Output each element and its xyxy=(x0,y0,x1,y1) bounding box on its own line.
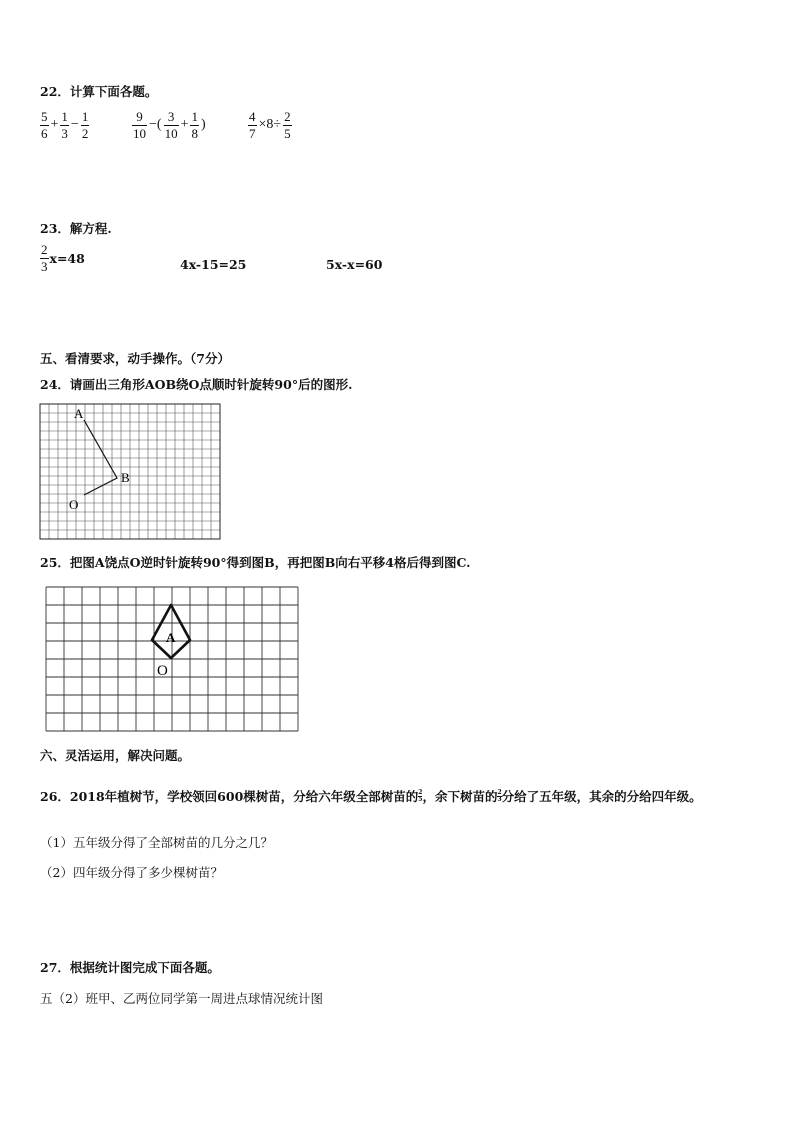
label-o: O xyxy=(69,497,79,512)
q26-subquestion-2: （2）四年级分得了多少棵树苗？ xyxy=(40,865,223,880)
q26-text xyxy=(40,787,702,805)
q24-title: 24．请画出三角形AOB绕O点顺时针旋转90°后的图形. xyxy=(40,377,353,392)
q27-title: 27．根据统计图完成下面各题。 xyxy=(40,960,220,975)
q27-chart-title: 五（2）班甲、乙两位同学第一周进点球情况统计图 xyxy=(40,991,323,1006)
label-a: A xyxy=(166,630,176,645)
operator: ×8÷ xyxy=(258,117,282,133)
fraction: $\frac{2}{3}$ xyxy=(497,788,502,803)
operator: ) xyxy=(200,117,206,133)
operator: + xyxy=(50,117,59,133)
label-b: B xyxy=(121,470,130,485)
q26-text-part: 26．2018年植树节，学校领回600棵树苗，分给六年级全部树苗的 xyxy=(40,789,419,804)
q26-subquestion-1: （1）五年级分得了全部树苗的几分之几？ xyxy=(40,835,273,850)
fraction: $\frac{3}{10}$ xyxy=(164,109,178,141)
fraction: $\frac{2}{5}$ xyxy=(418,788,423,803)
q22-expression-3 xyxy=(248,110,292,140)
fraction: $\frac{4}{7}$ xyxy=(249,109,256,141)
q23-equation-2: 4x-15=25 xyxy=(180,257,247,272)
operator: −( xyxy=(149,117,162,133)
q24-grid xyxy=(40,404,220,539)
fraction: $\frac{1}{8}$ xyxy=(191,109,198,141)
label-a: A xyxy=(74,406,84,421)
q23-equation-1 xyxy=(40,243,85,273)
equation-text: x=48 xyxy=(49,250,85,266)
fraction: $\frac{2}{5}$ xyxy=(284,109,291,141)
q23-equation-3: 5x-x=60 xyxy=(326,257,383,272)
q24-grid-figure xyxy=(38,403,222,541)
q22-expression-1 xyxy=(40,110,89,140)
q26-text-part: 分给了五年级，其余的分给四年级。 xyxy=(501,789,702,804)
q26-text-part: ，余下树苗的 xyxy=(422,789,498,804)
q23-title: 23．解方程. xyxy=(40,221,112,236)
fraction: $\frac{1}{3}$ xyxy=(61,109,68,141)
q22-expression-2 xyxy=(132,110,208,140)
fraction: $\frac{5}{6}$ xyxy=(41,109,48,141)
operator: − xyxy=(70,117,79,133)
q22-title: 22．计算下面各题。 xyxy=(40,84,158,99)
fraction: $\frac{2}{3}$ xyxy=(41,242,48,274)
section-5-heading: 五、看清要求，动手操作。（7分） xyxy=(40,351,230,366)
fraction: $\frac{9}{10}$ xyxy=(133,109,146,141)
label-o: O xyxy=(157,663,168,679)
q25-grid-figure xyxy=(44,585,300,733)
fraction: $\frac{1}{2}$ xyxy=(81,109,89,141)
section-6-heading: 六、灵活运用，解决问题。 xyxy=(40,748,191,763)
operator: + xyxy=(180,117,189,133)
q25-title: 25．把图A饶点O逆时针旋转90°得到图B，再把图B向右平移4格后得到图C. xyxy=(40,555,471,570)
